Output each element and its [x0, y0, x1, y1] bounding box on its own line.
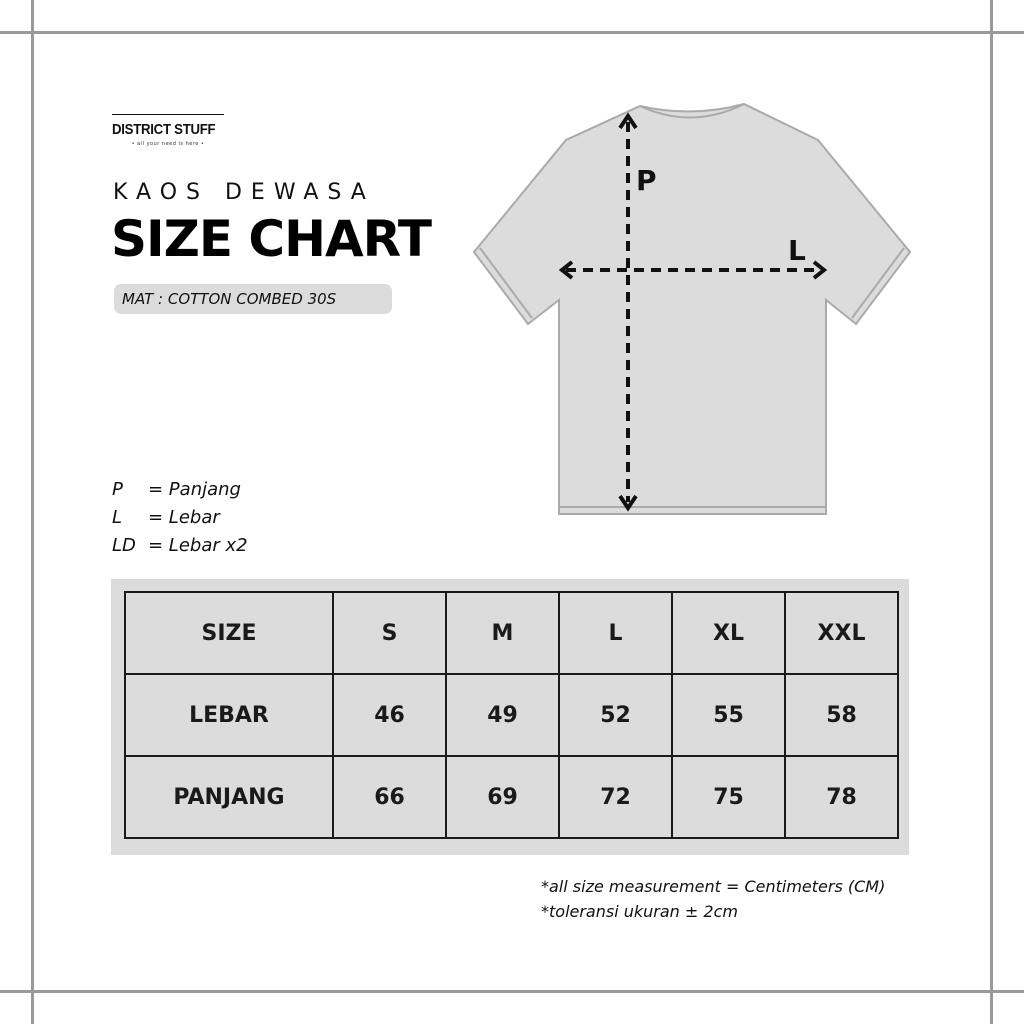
legend-text: = Lebar	[148, 507, 220, 528]
legend-text: = Panjang	[148, 479, 241, 500]
table-row	[125, 756, 898, 838]
table-cell: 75	[672, 756, 785, 838]
table-header-cell: XL	[672, 592, 785, 674]
table-cell: LEBAR	[125, 674, 333, 756]
note-tolerance: *toleransi ukuran ± 2cm	[541, 902, 738, 921]
table-cell: 52	[559, 674, 672, 756]
table-cell: 66	[333, 756, 446, 838]
table-cell: 49	[446, 674, 559, 756]
table-header-cell: XXL	[785, 592, 898, 674]
legend-key: L	[112, 507, 123, 528]
table-header-cell: S	[333, 592, 446, 674]
frame-line-right	[990, 0, 993, 1024]
table-header-row	[125, 592, 898, 674]
legend-text: = Lebar x2	[148, 535, 248, 556]
page-subtitle: KAOS DEWASA	[113, 180, 375, 205]
width-label: L	[788, 234, 806, 267]
legend-key: P	[112, 479, 123, 500]
table-cell: 46	[333, 674, 446, 756]
brand-tagline: • all your need is here •	[131, 141, 205, 147]
tshirt-diagram	[470, 100, 920, 520]
table-header-cell: M	[446, 592, 559, 674]
frame-line-top	[0, 31, 1024, 34]
table-cell: PANJANG	[125, 756, 333, 838]
size-table-panel	[111, 579, 909, 855]
table-cell: 72	[559, 756, 672, 838]
frame-line-bottom	[0, 990, 1024, 993]
notes	[541, 874, 885, 924]
legend-row	[112, 532, 248, 560]
frame-line-left	[31, 0, 34, 1024]
tshirt-shape	[474, 104, 910, 514]
legend-key: LD	[112, 535, 136, 556]
legend	[112, 476, 248, 560]
size-table	[124, 591, 899, 839]
legend-row	[112, 476, 248, 504]
brand-name: DISTRICT STUFF	[112, 121, 216, 138]
table-header-cell: SIZE	[125, 592, 333, 674]
note-units: *all size measurement = Centimeters (CM)	[541, 877, 886, 896]
brand-logo	[112, 114, 224, 147]
table-cell: 58	[785, 674, 898, 756]
material-badge: MAT : COTTON COMBED 30S	[114, 284, 392, 314]
table-cell: 55	[672, 674, 785, 756]
table-row	[125, 674, 898, 756]
legend-row	[112, 504, 248, 532]
table-header-cell: L	[559, 592, 672, 674]
table-cell: 69	[446, 756, 559, 838]
table-cell: 78	[785, 756, 898, 838]
page-title: SIZE CHART	[111, 210, 432, 268]
brand-rule	[112, 114, 224, 115]
length-label: P	[636, 164, 657, 197]
